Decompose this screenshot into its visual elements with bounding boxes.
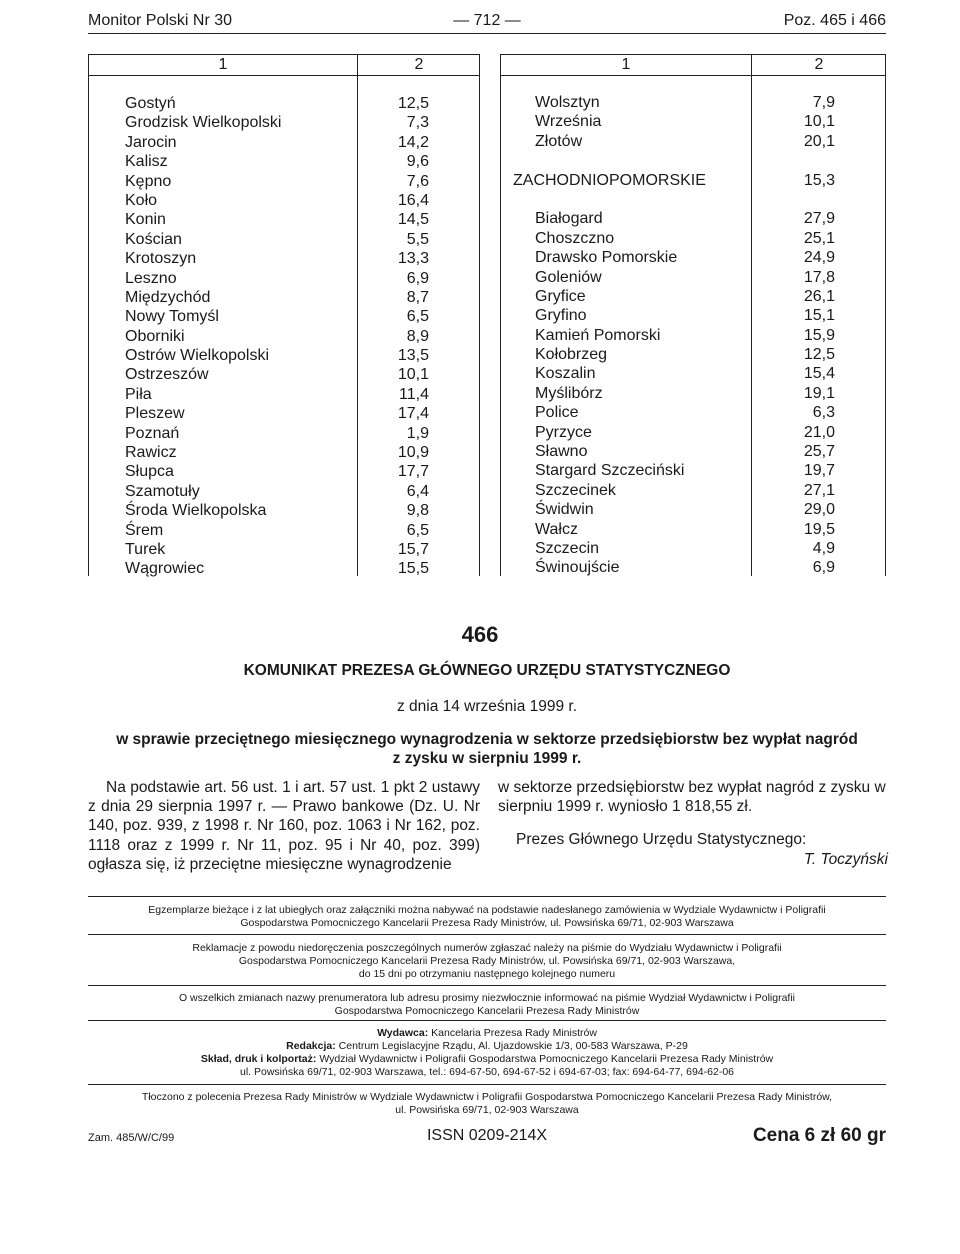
column-header-1: 1: [621, 56, 631, 73]
signature-name: T. Toczyński: [803, 850, 888, 868]
location-value: 19,7: [803, 462, 835, 480]
table-row: [89, 559, 479, 578]
location-value: 7,9: [812, 94, 835, 111]
footer-text: Gospodarstwa Pomocniczego Kancelarii Prezesa Rady Ministrów: [334, 1005, 640, 1017]
location-name: Międzychód: [125, 288, 211, 306]
location-value: 6,9: [812, 559, 835, 577]
location-value: 14,5: [397, 211, 429, 229]
page-number: — 712 —: [453, 12, 521, 29]
location-value: 26,1: [803, 287, 835, 305]
table-row: [89, 230, 479, 249]
footer-text: Gospodarstwa Pomocniczego Kancelarii Prezesa Rady Ministrów, ul. Powsińska 69/71, 02-903 Warszawa: [240, 917, 734, 929]
table-row: [501, 112, 885, 131]
table-row: [501, 423, 885, 442]
footer-text: Tłoczono z polecenia Prezesa Rady Ministrów w Wydziale Wydawnictw i Poligrafii Gospodarstwa Pomocniczego Kancelarii Prezesa Rady Ministrów,: [141, 1091, 833, 1103]
table-row: [89, 521, 479, 540]
subject-line: w sprawie przeciętnego miesięcznego wynagrodzenia w sektorze przedsiębiorstw bez wypłat nagród: [116, 731, 858, 748]
location-name: Wałcz: [535, 520, 578, 538]
table-row: [501, 364, 885, 383]
location-value: 6,5: [406, 308, 429, 326]
body-paragraph: Na podstawie art. 56 ust. 1 i art. 57 ust. 1 pkt 2 ustawy z dnia 29 sierpnia 1997 r. — Prawo bankowe (Dz. U. Nr 140, poz. 939, z 1998 r. Nr 160, poz. 1063 i Nr 162, poz. 1118 oraz z 1999 r. Nr 11, poz. 95 i Nr 40, poz. 399) ogłasza się, iż przeciętne miesięczne wynagrodzenie: [88, 779, 480, 873]
table-right: [500, 54, 886, 576]
location-name: Kościan: [125, 230, 182, 248]
location-name: Koło: [125, 191, 158, 209]
table-row: [89, 152, 479, 171]
signature-title: Prezes Głównego Urzędu Statystycznego:: [516, 831, 807, 849]
region-row: [501, 171, 885, 190]
page-header: [88, 12, 886, 34]
location-name: Pleszew: [125, 405, 185, 423]
location-name: Krotoszyn: [125, 250, 197, 268]
location-value: 10,1: [803, 113, 835, 131]
announcement-number: 466: [461, 622, 499, 647]
location-name: Wolsztyn: [535, 94, 600, 111]
table-row: [501, 539, 885, 558]
location-value: 17,8: [803, 268, 835, 286]
body-left-column: [88, 778, 480, 874]
table-right-rows: [501, 93, 885, 578]
table-row: [501, 287, 885, 306]
location-value: 27,1: [803, 481, 835, 499]
table-header: [501, 55, 885, 76]
table-row: [89, 482, 479, 501]
table-row: [501, 558, 885, 577]
location-name: Jarocin: [125, 133, 177, 151]
location-name: Oborniki: [125, 327, 185, 345]
header-rule: [88, 33, 886, 34]
table-row: [89, 462, 479, 481]
printer-contact: ul. Powsińska 69/71, 02-903 Warszawa, tel.: 694-67-50, 694-67-52 i 694-67-03; fax: 694-64-77, 694-62-06: [240, 1066, 734, 1078]
table-left: [88, 54, 480, 576]
location-value: 8,7: [406, 288, 429, 306]
table-row: [89, 94, 479, 113]
location-name: Goleniów: [535, 268, 602, 286]
table-row: [501, 403, 885, 422]
table-row: [89, 385, 479, 404]
table-row: [501, 461, 885, 480]
table-row: [89, 210, 479, 229]
table-row: [89, 133, 479, 152]
location-value: 17,4: [397, 405, 429, 423]
footer-text: Reklamacje z powodu niedoręczenia poszczególnych numerów zgłaszać należy na piśmie do Wydziału Wydawnictw i Poligrafii: [192, 942, 782, 954]
location-value: 15,5: [397, 560, 429, 578]
location-name: Świnoujście: [535, 559, 620, 577]
location-value: 8,9: [406, 327, 429, 345]
location-value: 24,9: [803, 249, 835, 267]
footer-text: Egzemplarze bieżące i z lat ubiegłych oraz załączniki można nabywać na podstawie nadesłanego zamówienia w Wydziale Wydawnictw i Poligrafii: [148, 904, 826, 916]
location-name: Szczecin: [535, 539, 600, 557]
publisher: Kancelaria Prezesa Rady Ministrów: [431, 1027, 597, 1039]
table-row: [89, 191, 479, 210]
location-value: 21,0: [803, 423, 835, 441]
location-value: 15,3: [803, 171, 835, 189]
location-value: 5,5: [406, 230, 429, 248]
table-row: [89, 424, 479, 443]
announcement-title: KOMUNIKAT PREZESA GŁÓWNEGO URZĘDU STATYSTYCZNEGO: [243, 662, 731, 679]
location-name: Kamień Pomorski: [535, 326, 661, 344]
location-value: 15,4: [803, 365, 835, 383]
subject-line: z zysku w sierpniu 1999 r.: [392, 750, 582, 767]
issn: ISSN 0209-214X: [426, 1127, 548, 1144]
location-value: 7,6: [406, 172, 429, 190]
footer-text: do 15 dni po otrzymaniu następnego kolejnego numeru: [358, 968, 616, 980]
location-name: Kołobrzeg: [535, 346, 608, 364]
location-name: Turek: [125, 540, 166, 558]
row-spacer: [501, 151, 885, 170]
footer-rule: [88, 896, 886, 897]
table-row: [89, 540, 479, 559]
location-name: Piła: [125, 385, 152, 403]
footer-text: Gospodarstwa Pomocniczego Kancelarii Prezesa Rady Ministrów, ul. Powsińska 69/71, 02-903 Warszawa,: [238, 955, 736, 967]
footer-publisher-info: [88, 1027, 886, 1079]
location-name: Gryfino: [535, 307, 587, 325]
location-value: 6,3: [812, 404, 835, 422]
location-value: 6,5: [406, 521, 429, 539]
location-name: Szczecinek: [535, 481, 616, 499]
location-value: 15,1: [803, 307, 835, 325]
location-name: Kępno: [125, 172, 172, 190]
location-name: Września: [535, 113, 602, 131]
location-name: Drawsko Pomorskie: [535, 249, 678, 267]
location-value: 6,4: [406, 482, 429, 500]
footer-address-change-note: [88, 992, 886, 1018]
footer-text: O wszelkich zmianach nazwy prenumeratora lub adresu prosimy niezwłocznie informować na piśmie Wydział Wydawnictw i Poligrafii: [178, 992, 796, 1004]
table-row: [89, 346, 479, 365]
location-name: Konin: [125, 211, 166, 229]
print-label: Skład, druk i kolportaż:: [200, 1053, 317, 1065]
table-row: [501, 132, 885, 151]
location-name: Złotów: [535, 132, 583, 150]
location-value: 15,9: [803, 326, 835, 344]
footer-rule: [88, 1084, 886, 1085]
body-right-column: [498, 778, 888, 869]
row-spacer: [501, 190, 885, 209]
location-name: Wągrowiec: [125, 560, 205, 578]
location-name: Białogard: [535, 210, 603, 228]
footer-rule: [88, 934, 886, 935]
price: Cena 6 zł 60 gr: [752, 1125, 886, 1146]
location-value: 9,8: [406, 502, 429, 520]
location-value: 12,5: [397, 95, 429, 112]
order-number: Zam. 485/W/C/99: [88, 1132, 175, 1144]
table-row: [501, 268, 885, 287]
page-footer: [88, 1124, 886, 1148]
location-name: Śrem: [125, 521, 164, 539]
footer-text: ul. Powsińska 69/71, 02-903 Warszawa: [395, 1104, 579, 1116]
body-paragraph: w sektorze przedsiębiorstw bez wypłat nagród z zysku w sierpniu 1999 r. wyniosło 1 818,55 zł.: [498, 779, 886, 816]
location-name: Słupca: [125, 463, 174, 481]
table-row: [89, 365, 479, 384]
location-name: Ostrów Wielkopolski: [125, 347, 270, 365]
location-name: Nowy Tomyśl: [125, 308, 219, 326]
table-row: [501, 500, 885, 519]
location-name: Pyrzyce: [535, 423, 592, 441]
editor-label: Redakcja:: [286, 1040, 336, 1052]
location-value: 10,1: [397, 366, 429, 384]
table-row: [89, 113, 479, 132]
table-row: [501, 481, 885, 500]
table-row: [501, 209, 885, 228]
table-row: [501, 248, 885, 267]
location-value: 10,9: [397, 444, 429, 462]
location-name: Police: [535, 404, 579, 422]
location-value: 4,9: [812, 539, 835, 557]
location-name: Ostrzeszów: [125, 366, 209, 384]
location-name: ZACHODNIOPOMORSKIE: [513, 171, 706, 189]
table-row: [89, 307, 479, 326]
table-row: [501, 442, 885, 461]
location-name: Środa Wielkopolska: [125, 502, 267, 520]
location-name: Choszczno: [535, 229, 615, 247]
position-numbers: Poz. 465 i 466: [783, 12, 886, 29]
location-value: 9,6: [406, 153, 429, 171]
footer-rule: [88, 985, 886, 986]
footer-complaints-note: [88, 942, 886, 981]
table-row: [89, 288, 479, 307]
column-header-1: 1: [218, 56, 228, 73]
table-row: [501, 229, 885, 248]
location-name: Leszno: [125, 269, 177, 287]
table-row: [501, 345, 885, 364]
footer-rule: [88, 1020, 886, 1021]
location-value: 13,3: [397, 250, 429, 268]
table-row: [89, 172, 479, 191]
location-value: 19,1: [803, 384, 835, 402]
location-name: Kalisz: [125, 153, 168, 171]
column-header-2: 2: [814, 56, 824, 73]
footer-ordering-note: [88, 904, 886, 930]
location-value: 20,1: [803, 132, 835, 150]
table-row: [501, 520, 885, 539]
location-name: Gostyń: [125, 95, 176, 112]
table-row: [501, 326, 885, 345]
location-name: Świdwin: [535, 501, 594, 519]
location-name: Grodzisk Wielkopolski: [125, 114, 282, 132]
location-value: 11,4: [399, 385, 429, 403]
location-value: 15,7: [397, 540, 429, 558]
location-name: Gryfice: [535, 287, 586, 305]
publication-title: Monitor Polski Nr 30: [88, 12, 233, 29]
table-row: [89, 269, 479, 288]
location-value: 19,5: [803, 520, 835, 538]
table-header: [89, 55, 479, 76]
announcement-date: z dnia 14 września 1999 r.: [396, 698, 578, 715]
table-row: [501, 306, 885, 325]
table-row: [501, 93, 885, 112]
location-name: Poznań: [125, 424, 180, 442]
announcement-subject: [88, 730, 886, 768]
location-name: Rawicz: [125, 444, 177, 462]
location-value: 17,7: [397, 463, 429, 481]
location-value: 1,9: [406, 424, 429, 442]
location-value: 16,4: [397, 191, 429, 209]
location-value: 25,1: [803, 229, 835, 247]
table-row: [89, 327, 479, 346]
location-value: 6,9: [406, 269, 429, 287]
location-value: 25,7: [803, 443, 835, 461]
location-name: Sławno: [535, 443, 588, 461]
table-row: [89, 249, 479, 268]
table-row: [89, 443, 479, 462]
table-row: [89, 501, 479, 520]
location-value: 29,0: [803, 501, 835, 519]
location-name: Szamotuły: [125, 482, 200, 500]
printer: Wydział Wydawnictw i Poligrafii Gospodarstwa Pomocniczego Kancelarii Prezesa Rady Ministrów: [319, 1053, 774, 1065]
location-name: Stargard Szczeciński: [535, 462, 685, 480]
location-value: 7,3: [406, 114, 429, 132]
table-row: [89, 404, 479, 423]
location-value: 14,2: [397, 133, 429, 151]
location-value: 12,5: [803, 346, 835, 364]
footer-printing-note: [88, 1091, 886, 1117]
table-left-rows: [89, 94, 479, 579]
column-header-2: 2: [414, 56, 424, 73]
location-value: 13,5: [397, 347, 429, 365]
table-row: [501, 384, 885, 403]
location-name: Koszalin: [535, 365, 596, 383]
location-name: Myślibórz: [535, 384, 603, 402]
location-value: 27,9: [803, 210, 835, 228]
editor: Centrum Legislacyjne Rządu, Al. Ujazdowskie 1/3, 00-583 Warszawa, P-29: [338, 1040, 688, 1052]
publisher-label: Wydawca:: [377, 1027, 429, 1039]
